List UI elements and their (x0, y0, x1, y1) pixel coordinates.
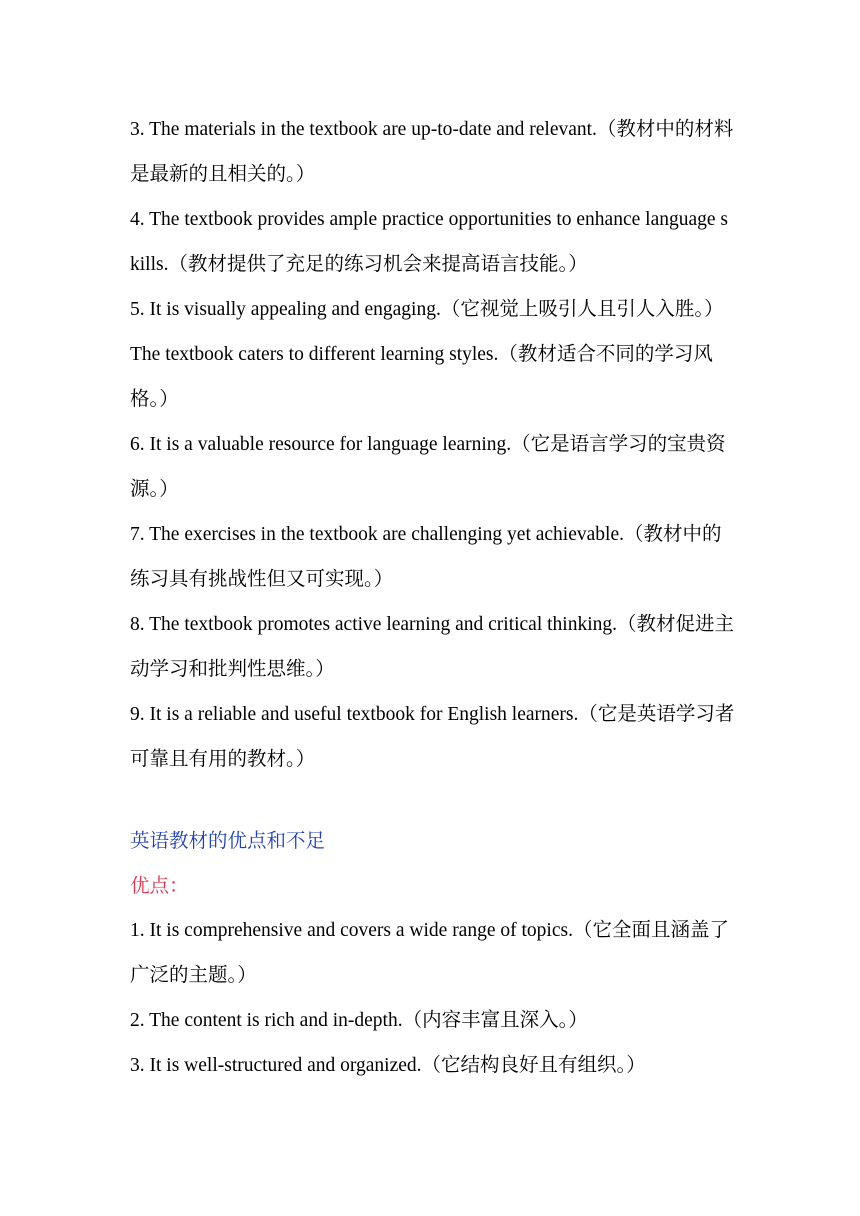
section-heading: 英语教材的优点和不足 (130, 829, 326, 852)
section-subheading: 优点： (130, 874, 189, 897)
list-item: 2. The content is rich and in-depth.（内容丰富且深入。） (130, 1010, 588, 1031)
list-item: 9. It is a reliable and useful textbook for English learners.（它是英语学习者可靠且有用的教材。） (130, 704, 735, 770)
list-item: 3. The materials in the textbook are up-to-date and relevant.（教材中的材料是最新的且相关的。） (130, 119, 734, 185)
list-item: 8. The textbook promotes active learning and critical thinking.（教材促进主动学习和批判性思维。） (130, 614, 735, 680)
list-item: 3. It is well-structured and organized.（它结构良好且有组织。） (130, 1055, 646, 1076)
list-item: 6. It is a valuable resource for language learning.（它是语言学习的宝贵资源。） (130, 434, 726, 500)
list-item: The textbook caters to different learning styles.（教材适合不同的学习风格。） (130, 344, 713, 410)
list-item: 5. It is visually appealing and engaging.（它视觉上吸引人且引人入胜。） (130, 299, 724, 320)
list-item: 1. It is comprehensive and covers a wide range of topics.（它全面且涵盖了广泛的主题。） (130, 920, 729, 986)
list-item: 4. The textbook provides ample practice opportunities to enhance language skills.（教材提供了充足的练习机会来提高语言技能。） (130, 209, 728, 275)
document-page (130, 107, 735, 1088)
list-item: 7. The exercises in the textbook are challenging yet achievable.（教材中的练习具有挑战性但又可实现。） (130, 524, 722, 590)
section-gap (130, 782, 735, 818)
